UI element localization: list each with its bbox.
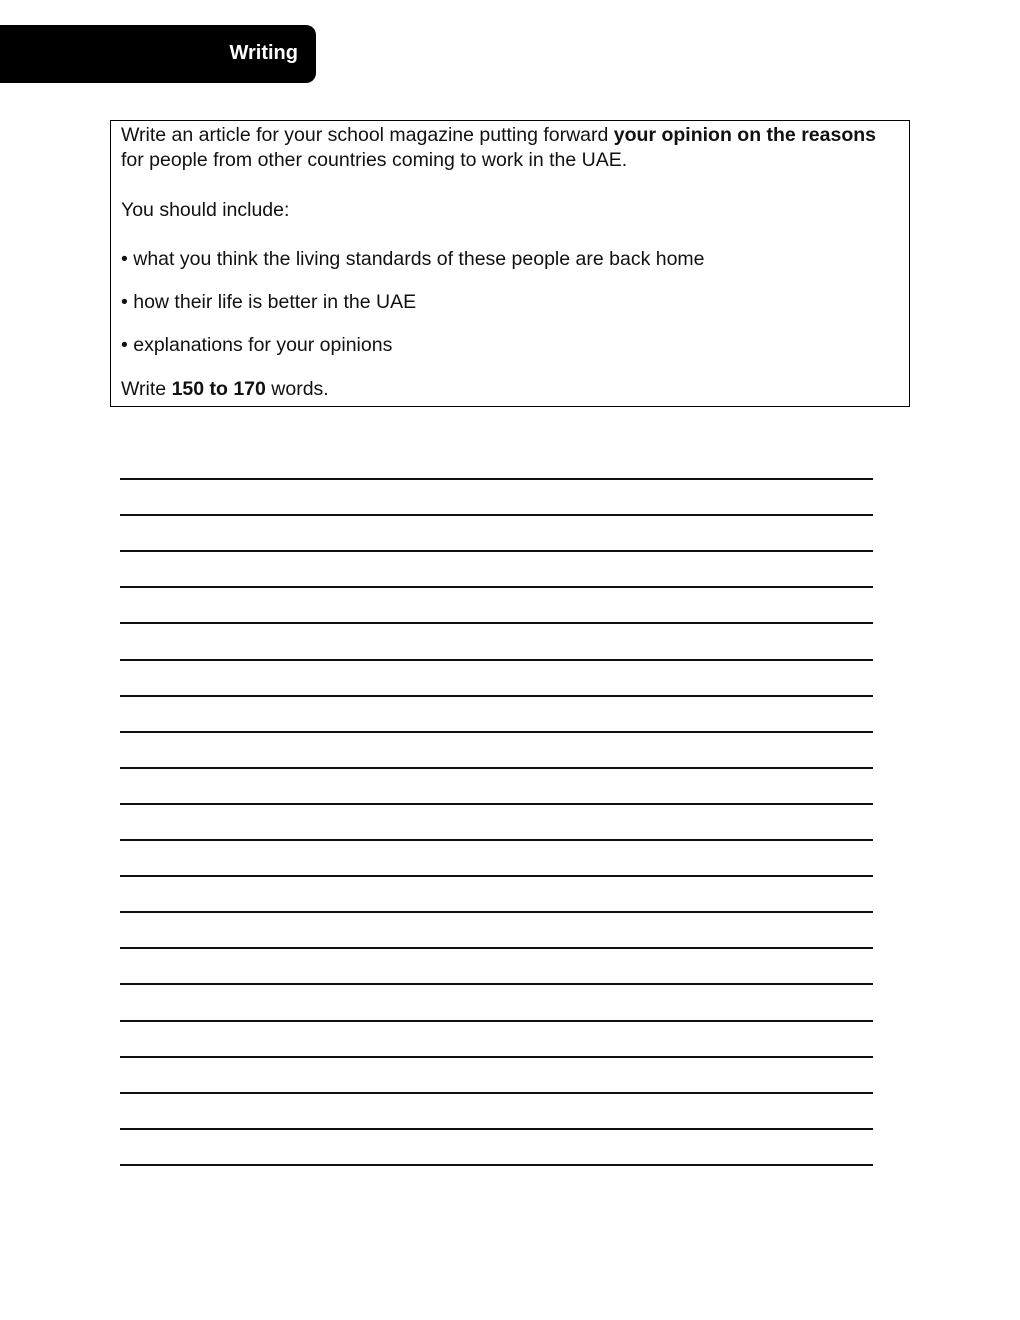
answer-line[interactable] — [120, 550, 873, 552]
answer-line[interactable] — [120, 803, 873, 805]
answer-line[interactable] — [120, 839, 873, 841]
answer-line[interactable] — [120, 731, 873, 733]
task-instruction-emphasis: your opinion on the reasons — [613, 124, 876, 146]
bullet-point: • what you think the living standards of these people are back home — [121, 248, 705, 270]
answer-line[interactable] — [120, 1020, 873, 1022]
answer-line[interactable] — [120, 767, 873, 769]
task-instruction-text-2: for people from other countries coming to work in the UAE. — [121, 149, 628, 171]
answer-line[interactable] — [120, 1164, 873, 1166]
task-prompt-box — [110, 120, 910, 407]
answer-line[interactable] — [120, 875, 873, 877]
task-instruction — [121, 123, 899, 173]
bullet-point: • explanations for your opinions — [121, 334, 393, 356]
section-tab — [0, 25, 316, 83]
answer-line[interactable] — [120, 659, 873, 661]
word-count-instruction — [121, 377, 899, 402]
answer-line[interactable] — [120, 514, 873, 516]
task-instruction-text-1: Write an article for your school magazine putting forward — [121, 124, 614, 146]
answer-line[interactable] — [120, 695, 873, 697]
answer-line[interactable] — [120, 983, 873, 985]
answer-line[interactable] — [120, 1092, 873, 1094]
word-count-suffix: words. — [265, 378, 329, 400]
word-count-range: 150 to 170 — [171, 378, 266, 400]
answer-line[interactable] — [120, 1128, 873, 1130]
section-tab-label: Writing — [229, 42, 298, 64]
answer-line[interactable] — [120, 478, 873, 480]
bullet-point: • how their life is better in the UAE — [121, 291, 417, 313]
answer-line[interactable] — [120, 947, 873, 949]
include-label: You should include: — [121, 199, 290, 221]
answer-line[interactable] — [120, 586, 873, 588]
answer-line[interactable] — [120, 1056, 873, 1058]
answer-line[interactable] — [120, 911, 873, 913]
word-count-prefix: Write — [121, 378, 172, 400]
answer-line[interactable] — [120, 622, 873, 624]
